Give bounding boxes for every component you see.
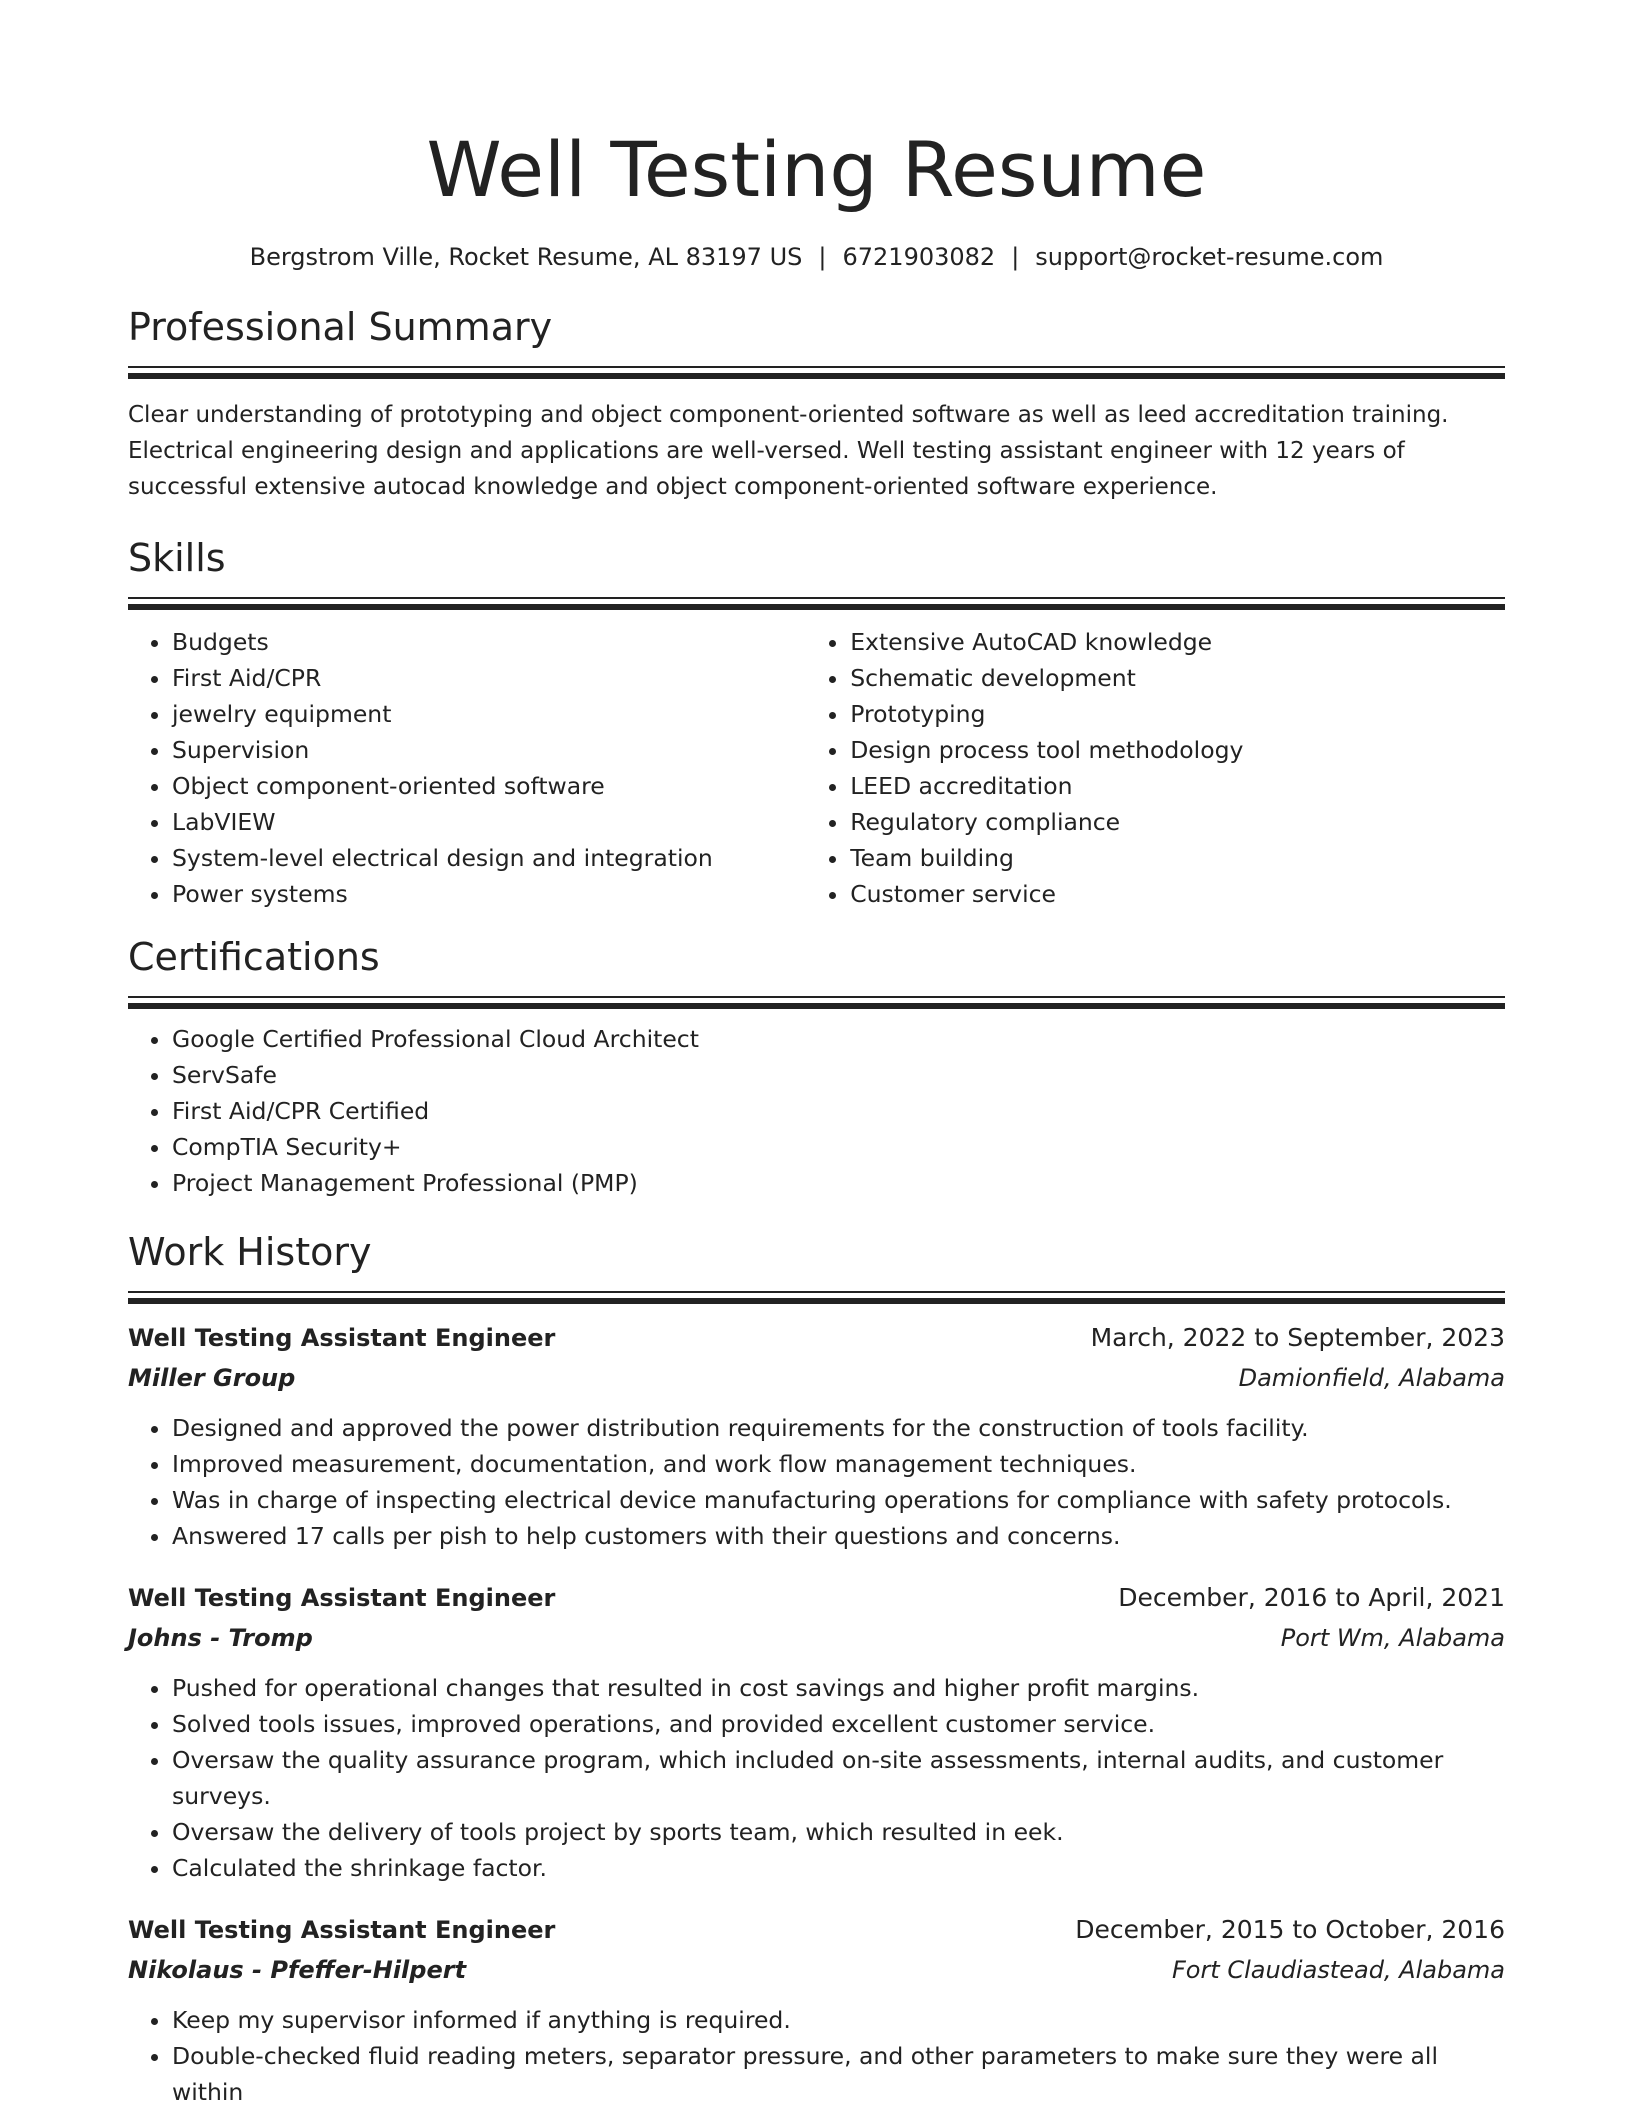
job-bullet: • Calculated the shrinkage factor.	[172, 1850, 1505, 1886]
contact-phone: 6721903082	[842, 243, 996, 271]
section-rule-thin	[128, 1291, 1505, 1293]
contact-separator: |	[818, 243, 827, 271]
contact-address: Bergstrom Ville, Rocket Resume, AL 83197 US	[249, 243, 803, 271]
job-bullet: • Was in charge of inspecting electrical device manufacturing operations for compliance with safety protocols.	[172, 1482, 1505, 1518]
skill-item: • LEED accreditation	[850, 768, 1505, 804]
job-company-row	[128, 1618, 1505, 1658]
job-bullet: • Double-checked fluid reading meters, separator pressure, and other parameters to make sure they were all within	[172, 2038, 1505, 2110]
job-title: Well Testing Assistant Engineer	[128, 1584, 556, 1612]
job-header-row	[128, 1578, 1505, 1618]
job-bullet: • Oversaw the delivery of tools project by sports team, which resulted in eek.	[172, 1814, 1505, 1850]
job-bullets	[128, 1670, 1505, 1886]
skill-item: • Prototyping	[850, 696, 1505, 732]
certification-item: • Google Certified Professional Cloud Architect	[172, 1021, 1505, 1057]
job-entry	[128, 1910, 1505, 2110]
skill-item: • Design process tool methodology	[850, 732, 1505, 768]
job-location: Port Wm, Alabama	[1280, 1624, 1505, 1652]
work-heading: Work History	[128, 1230, 372, 1274]
job-header-row	[128, 1910, 1505, 1950]
skill-item: • Schematic development	[850, 660, 1505, 696]
summary-text: Clear understanding of prototyping and object component-oriented software as well as leed accreditation training. Electrical engineering design and applications are well-versed. Well testing assistant engineer with 12 years of successful extensive autocad knowledge and object component-oriented software experience.	[128, 402, 1449, 500]
skill-item: • Team building	[850, 840, 1505, 876]
skills-columns	[128, 624, 1505, 912]
job-title: Well Testing Assistant Engineer	[128, 1916, 556, 1944]
skill-item: • First Aid/CPR	[172, 660, 806, 696]
work-section	[128, 1227, 1505, 2110]
job-bullet: • Solved tools issues, improved operations, and provided excellent customer service.	[172, 1706, 1505, 1742]
job-dates: December, 2015 to October, 2016	[1075, 1915, 1505, 1944]
section-rule-thick	[128, 1298, 1505, 1304]
skill-item: • Regulatory compliance	[850, 804, 1505, 840]
job-bullet: • Keep my supervisor informed if anything is required.	[172, 2002, 1505, 2038]
skills-list-left	[128, 624, 806, 912]
certifications-list	[128, 1021, 1505, 1201]
skill-item: • Object component-oriented software	[172, 768, 806, 804]
skills-section	[128, 533, 1505, 912]
skill-item: • Extensive AutoCAD knowledge	[850, 624, 1505, 660]
resume-title: Well Testing Resume	[426, 125, 1207, 214]
section-rule-thick	[128, 373, 1505, 379]
skill-item: • Customer service	[850, 876, 1505, 912]
job-header-row	[128, 1318, 1505, 1358]
skill-item: • LabVIEW	[172, 804, 806, 840]
contact-separator: |	[1011, 243, 1020, 271]
section-rule-thick	[128, 1003, 1505, 1009]
section-rule-thin	[128, 597, 1505, 599]
job-bullet: • Pushed for operational changes that resulted in cost savings and higher profit margins.	[172, 1670, 1505, 1706]
job-company: Nikolaus - Pfeffer-Hilpert	[128, 1956, 467, 1984]
section-rule-thin	[128, 366, 1505, 368]
certification-item: • First Aid/CPR Certified	[172, 1093, 1505, 1129]
skills-heading: Skills	[128, 536, 226, 580]
skill-item: • System-level electrical design and integration	[172, 840, 806, 876]
skill-item: • Power systems	[172, 876, 806, 912]
skill-item: • Budgets	[172, 624, 806, 660]
skills-list-right	[806, 624, 1505, 912]
certification-item: • Project Management Professional (PMP)	[172, 1165, 1505, 1201]
job-dates: December, 2016 to April, 2021	[1118, 1583, 1505, 1612]
certifications-heading: Certifications	[128, 935, 380, 979]
job-company-row	[128, 1950, 1505, 1990]
certification-item: • CompTIA Security+	[172, 1129, 1505, 1165]
job-company: Miller Group	[128, 1364, 296, 1392]
certification-item: • ServSafe	[172, 1057, 1505, 1093]
job-location: Damionfield, Alabama	[1238, 1364, 1505, 1392]
job-bullet: • Answered 17 calls per pish to help customers with their questions and concerns.	[172, 1518, 1505, 1554]
contact-line	[128, 240, 1505, 274]
summary-heading: Professional Summary	[128, 305, 553, 349]
section-rule-thick	[128, 604, 1505, 610]
job-title: Well Testing Assistant Engineer	[128, 1324, 556, 1352]
contact-email: support@rocket-resume.com	[1035, 243, 1384, 271]
job-dates: March, 2022 to September, 2023	[1090, 1323, 1505, 1352]
certifications-section	[128, 932, 1505, 1201]
job-bullets	[128, 1410, 1505, 1554]
job-bullet: • Designed and approved the power distribution requirements for the construction of tools facility.	[172, 1410, 1505, 1446]
job-entry	[128, 1318, 1505, 1554]
job-bullets	[128, 2002, 1505, 2110]
job-company: Johns - Tromp	[128, 1624, 313, 1652]
summary-section	[128, 302, 1505, 505]
section-rule-thin	[128, 996, 1505, 998]
job-location: Fort Claudiastead, Alabama	[1171, 1956, 1505, 1984]
job-entry	[128, 1578, 1505, 1886]
job-company-row	[128, 1358, 1505, 1398]
skill-item: • jewelry equipment	[172, 696, 806, 732]
job-bullet: • Improved measurement, documentation, and work flow management techniques.	[172, 1446, 1505, 1482]
job-bullet: • Oversaw the quality assurance program, which included on-site assessments, internal audits, and customer surveys.	[172, 1742, 1505, 1814]
skill-item: • Supervision	[172, 732, 806, 768]
